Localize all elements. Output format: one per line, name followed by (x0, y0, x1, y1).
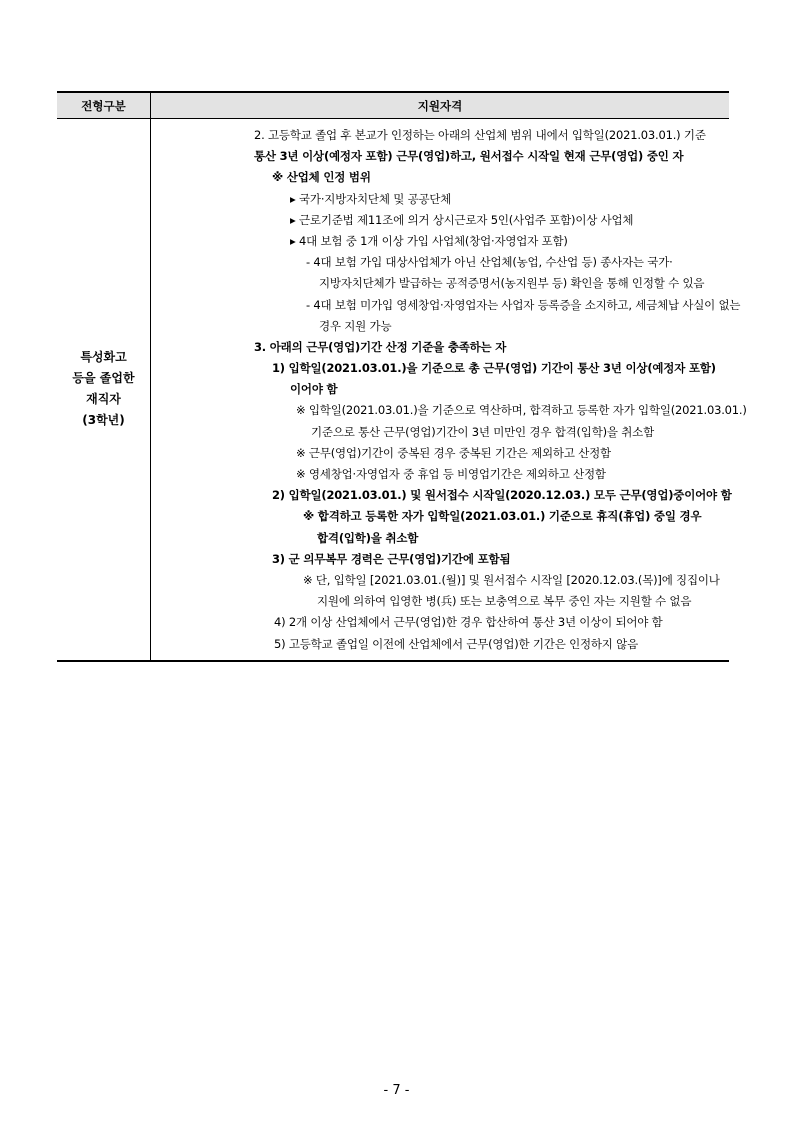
eligibility-line: ※ 영세창업·자영업자 중 휴업 등 비영업기간은 제외하고 산정함 (296, 467, 606, 481)
eligibility-line: 3. 아래의 근무(영업)기간 산정 기준을 충족하는 자 (254, 339, 507, 354)
eligibility-line: 합격(입학)을 취소함 (317, 530, 419, 545)
category-cell (57, 119, 151, 661)
category-line: 재직자 (86, 392, 121, 407)
category-line: (3학년) (82, 413, 125, 428)
eligibility-line: 2. 고등학교 졸업 후 본교가 인정하는 아래의 산업체 범위 내에서 입학일(2021.03.01.) 기준 (254, 128, 706, 142)
category-line: 등을 졸업한 (72, 371, 135, 386)
eligibility-line: 3) 군 의무복무 경력은 근무(영업)기간에 포함됨 (272, 551, 511, 566)
eligibility-line: 지방자치단체가 발급하는 공적증명서(농지원부 등) 확인을 통해 인정할 수 있음 (319, 276, 705, 291)
eligibility-line: 2) 입학일(2021.03.01.) 및 원서접수 시작일(2020.12.03.) 모두 근무(영업)중이어야 함 (272, 488, 732, 503)
eligibility-line: ※ 입학일(2021.03.01.)을 기준으로 역산하며, 합격하고 등록한 자가 입학일(2021.03.01.) (296, 403, 747, 418)
eligibility-line: 5) 고등학교 졸업일 이전에 산업체에서 근무(영업)한 기간은 인정하지 않음 (274, 636, 638, 651)
eligibility-line: ▸ 근로기준법 제11조에 의거 상시근로자 5인(사업주 포함)이상 사업체 (290, 212, 634, 227)
eligibility-line: ※ 산업체 인정 범위 (272, 170, 371, 185)
eligibility-line: - 4대 보험 미가입 영세창업·자영업자는 사업자 등록증을 소지하고, 세금체납 사실이 없는 (306, 297, 741, 312)
table-header-row (57, 92, 729, 119)
eligibility-line: ※ 근무(영업)기간이 중복된 경우 중복된 기간은 제외하고 산정함 (296, 445, 611, 460)
header-category: 전형구분 (57, 92, 151, 119)
eligibility-line: - 4대 보험 가입 대상사업체가 아닌 산업체(농업, 수산업 등) 종사자는 국가· (306, 255, 673, 270)
table-row (57, 119, 729, 661)
eligibility-line: 통산 3년 이상(예정자 포함) 근무(영업)하고, 원서접수 시작일 현재 근무(영업) 중인 자 (254, 149, 684, 164)
eligibility-line: 4) 2개 이상 산업체에서 근무(영업)한 경우 합산하여 통산 3년 이상이 되어야 함 (274, 615, 663, 630)
eligibility-table (57, 91, 747, 662)
eligibility-line: ※ 합격하고 등록한 자가 입학일(2021.03.01.) 기준으로 휴직(휴업) 중일 경우 (303, 509, 702, 524)
eligibility-line: 1) 입학일(2021.03.01.)을 기준으로 총 근무(영업) 기간이 통산 3년 이상(예정자 포함) (272, 361, 716, 376)
eligibility-line: 이어야 함 (290, 382, 338, 397)
category-line: 특성화고 (80, 350, 127, 365)
eligibility-line: ※ 단, 입학일 [2021.03.01.(월)] 및 원서접수 시작일 [2020.12.03.(목)]에 징집이나 (303, 572, 720, 587)
eligibility-line: ▸ 4대 보험 중 1개 이상 가입 사업체(창업·자영업자 포함) (290, 233, 568, 248)
eligibility-content (151, 119, 747, 660)
eligibility-line: 지원에 의하여 입영한 병(兵) 또는 보충역으로 복무 중인 자는 지원할 수 없음 (317, 594, 692, 609)
eligibility-line: 경우 지원 가능 (319, 318, 392, 333)
eligibility-cell (151, 119, 747, 661)
eligibility-line: 기준으로 통산 근무(영업)기간이 3년 미만인 경우 합격(입학)을 취소함 (311, 424, 654, 439)
header-eligibility: 지원자격 (151, 92, 730, 119)
page-number: - 7 - (383, 1083, 410, 1098)
eligibility-line: ▸ 국가·지방자치단체 및 공공단체 (290, 191, 452, 206)
